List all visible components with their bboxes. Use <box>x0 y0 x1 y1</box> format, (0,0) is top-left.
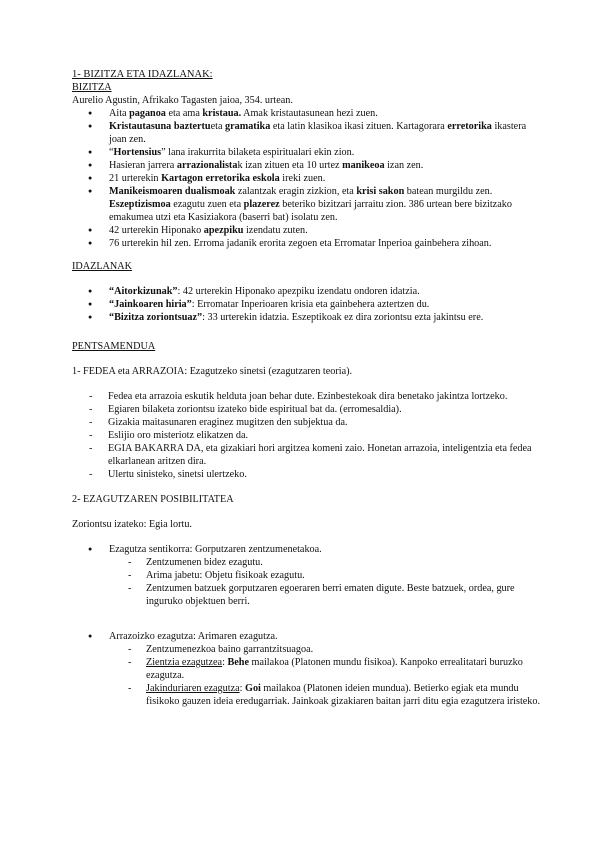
text-run: ezagutu zuen eta <box>170 199 244 210</box>
list-item <box>72 285 542 298</box>
text-run: eta <box>210 121 226 132</box>
text-run: Kartagon erretorika eskola <box>161 173 280 184</box>
text-run: Eszeptizismoa <box>109 199 171 210</box>
text-run: gramatika <box>225 121 271 132</box>
text-run: Hortensius <box>113 147 162 158</box>
text-run: “Jainkoaren hiria” <box>109 299 192 310</box>
ezagutza-list-2 <box>72 630 542 643</box>
text-run: Aita <box>109 108 130 119</box>
list-item <box>72 146 542 159</box>
list-item: - Eslijio oro misteriotz elikatzen da. <box>72 429 542 442</box>
text-run: Manikeismoaren dualismoak <box>109 186 236 197</box>
section-heading-pentsamendua: PENTSAMENDUA <box>72 341 156 352</box>
list-item <box>72 237 542 250</box>
subsection-title-ezagutza: 2- EZAGUTZAREN POSIBILITATEA <box>72 494 234 505</box>
section-heading-bizitza: BIZITZA <box>72 82 112 93</box>
text-run: “Aitorkizunak” <box>109 286 178 297</box>
text-run: krisi sakon <box>356 186 405 197</box>
bizitza-intro: Aurelio Agustin, Afrikako Tagasten jaioa, 354. urtean. <box>72 95 293 106</box>
text-run: plazerez <box>243 199 280 210</box>
text-run: Jakinduriaren ezagutza <box>146 683 240 694</box>
sublist-item <box>72 569 542 582</box>
ezagutza-list <box>72 543 542 556</box>
list-item: - Gizakia maitasunaren eraginez mugitzen den subjektua da. <box>72 416 542 429</box>
text-run: manikeoa <box>342 160 385 171</box>
text-run: ” lana irakurrita bilaketa espiritualari ekin zion. <box>161 147 355 158</box>
text-run: arrazionalista <box>176 160 238 171</box>
subsection-title-fedea: 1- FEDEA eta ARRAZOIA: Ezagutzeko sinetsi (ezagutzaren teoria). <box>72 366 353 377</box>
list-item <box>72 298 542 311</box>
text-run: Zentzumenen bidez ezagutu. <box>146 557 263 568</box>
text-run: ireki zuen. <box>279 173 326 184</box>
text-run: : <box>222 657 228 668</box>
sentikorra-sublist <box>72 556 542 608</box>
text-run: Arima jabetu: Objetu fisikoak ezagutu. <box>146 570 305 581</box>
text-run: : 33 urterekin idatzia. Eszeptikoak ez dira zoriontsu ezta jakintsu ere. <box>202 312 484 323</box>
text-run: Zentzumen batzuek gorputzaren egoeraren berri ematen digute. Beste batzuek, ordea, gure inguruko objektuen berri. <box>146 583 515 607</box>
text-run: : <box>239 683 246 694</box>
text-run: paganoa <box>129 108 166 119</box>
text-run: zalantzak eragin zizkion, eta <box>235 186 357 197</box>
text-run: Zentzumenezkoa baino garrantzitsuagoa. <box>146 644 314 655</box>
text-run: beteriko bizitzari jarraitu zion. 386 urtean bere bizitzako emakumea utzi eta Kasiziakora (baserri bat) isolatu zen. <box>109 199 512 223</box>
text-run: batean murgildu zen. <box>404 186 493 197</box>
list-item <box>72 107 542 120</box>
text-run: Kristautasuna baztertu <box>109 121 211 132</box>
text-run: Amak kristautasunean hezi zuen. <box>241 108 378 119</box>
list-item: - Ulertu sinisteko, sinetsi ulertzeko. <box>72 468 542 481</box>
list-item <box>72 185 542 224</box>
text-run: : Erromatar Inperioaren krisia eta gainbehera aztertzen du. <box>191 299 430 310</box>
text-run: Behe <box>227 657 249 668</box>
text-run: izan zen. <box>384 160 424 171</box>
list-item <box>72 120 542 146</box>
text-run: apezpiku <box>203 225 244 236</box>
text-run: 21 urterekin <box>109 173 162 184</box>
text-run: 42 urterekin Hiponako <box>109 225 204 236</box>
text-run: Goi <box>245 683 261 694</box>
text-run: mailakoa (Platonen mundu fisikoa). Kanpoko errealitatari buruzko ezagutza. <box>146 657 523 681</box>
list-item <box>72 159 542 172</box>
list-item: - EGIA BAKARRA DA, eta gizakiari hori argitzea komeni zaio. Honetan arrazoia, inteligentzia eta fedea elkarlanean aritzen dira. <box>72 442 542 468</box>
idazlanak-list <box>72 285 542 324</box>
text-run: “ <box>109 147 114 158</box>
text-run: eta latin klasikoa ikasi zituen. Kartagorara <box>270 121 448 132</box>
list-item-sentikorra: ● Ezagutza sentikorra: Gorputzaren zentzumenetakoa. <box>72 543 542 556</box>
ezagutza-intro: Zoriontsu izateko: Egia lortu. <box>72 519 192 530</box>
sublist-item <box>72 656 542 682</box>
list-item-arrazoizko: ● Arrazoizko ezagutza: Arimaren ezagutza. <box>72 630 542 643</box>
text-run: 76 urterekin hil zen. Erroma jadanik erorita zegoen eta Erromatar Inperioa gainbehera zihoan. <box>109 238 492 249</box>
sublist-item <box>72 556 542 569</box>
text-run: “Bizitza zoriontsuaz” <box>109 312 203 323</box>
list-item: - Egiaren bilaketa zoriontsu izateko bide espiritual bat da. (erromesaldia). <box>72 403 542 416</box>
sublist-item <box>72 682 542 708</box>
bizitza-list <box>72 107 542 250</box>
arrazoizko-sublist <box>72 643 542 708</box>
text-run: k izan zituen eta 10 urtez <box>237 160 343 171</box>
text-run: Zientzia ezagutzea <box>146 657 223 668</box>
sublist-item <box>72 582 542 608</box>
list-item: - Fedea eta arrazoia eskutik helduta joan behar dute. Ezinbestekoak dira benetako jakintza lortzeko. <box>72 390 542 403</box>
section-heading-idazlanak: IDAZLANAK <box>72 261 132 272</box>
text-run: erretorika <box>447 121 492 132</box>
list-item <box>72 311 542 324</box>
document-page <box>72 68 542 708</box>
fedea-list <box>72 390 542 481</box>
text-run: mailakoa (Platonen ideien mundua). Betierko egiak eta mundu fisikoko gauzen ideia eredugarriak. Jainkoak gizakiaren baitan jarri ditu egia ezagutzera iristeko. <box>146 683 541 707</box>
text-run: : 42 urterekin Hiponako apezpiku izendatu ondoren idatzia. <box>177 286 420 297</box>
text-run: kristaua. <box>202 108 242 119</box>
page-title: 1- BIZITZA ETA IDAZLANAK: <box>72 69 213 80</box>
text-run: eta ama <box>165 108 203 119</box>
text-run: izendatu zuten. <box>243 225 308 236</box>
text-run: Hasieran jarrera <box>109 160 177 171</box>
text-run: ikastera joan zen. <box>109 121 527 145</box>
list-item <box>72 172 542 185</box>
list-item <box>72 224 542 237</box>
sublist-item <box>72 643 542 656</box>
